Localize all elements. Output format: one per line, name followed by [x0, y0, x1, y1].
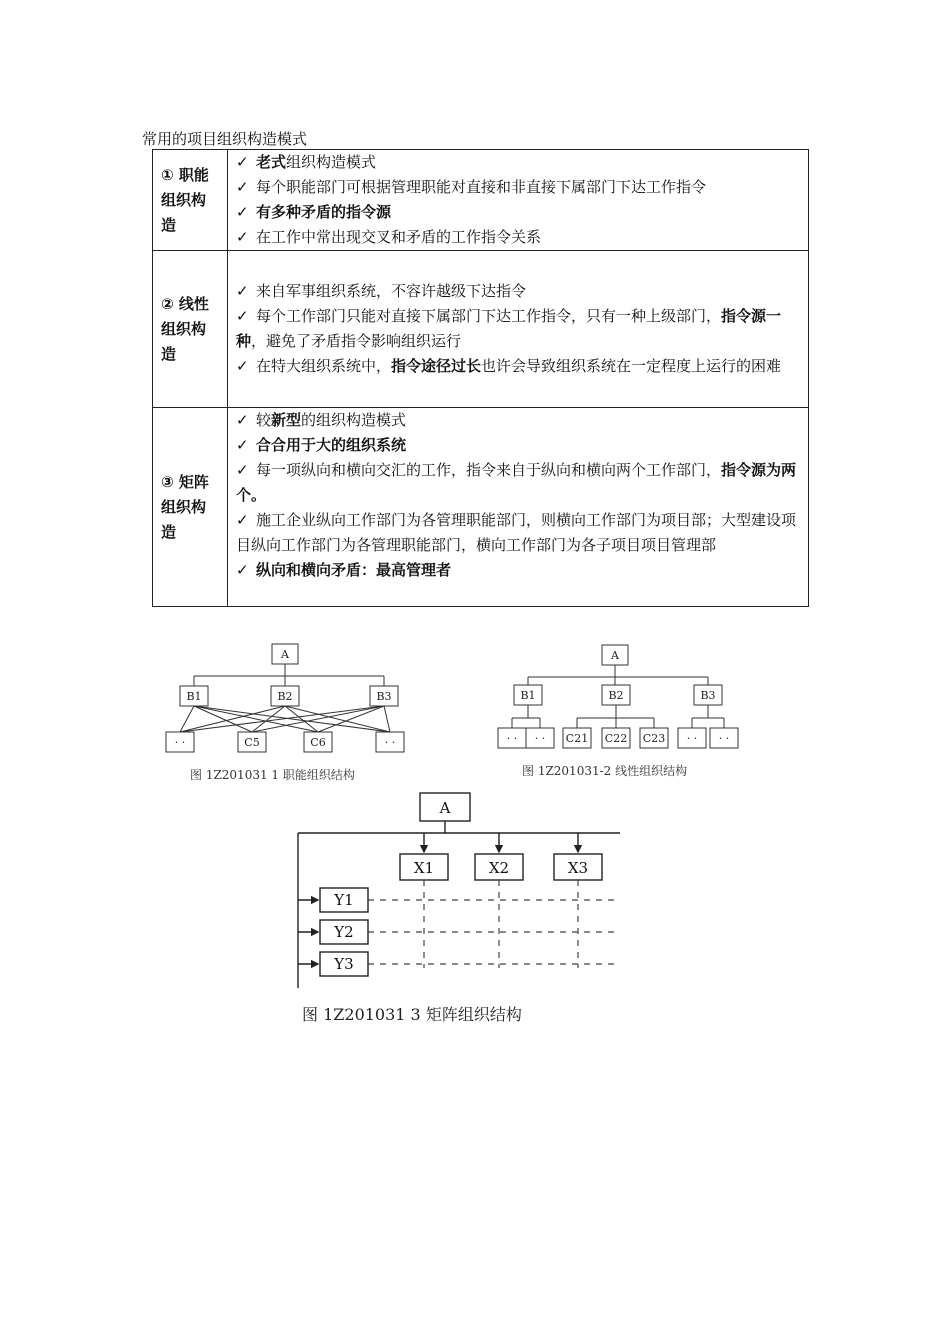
checkmark-icon: ✓	[236, 357, 249, 375]
node-c6: C6	[310, 736, 326, 749]
org-structure-table	[152, 149, 809, 607]
text-segment: 组织构造模式	[286, 153, 377, 171]
node-b1: B1	[520, 689, 536, 702]
bullet-line	[236, 304, 802, 354]
type-label-line: 造	[161, 522, 177, 541]
bullet-line	[236, 150, 802, 175]
node-c5: C5	[244, 736, 260, 749]
type-label-line: 组织构	[161, 497, 207, 516]
bold-text-segment: 指令源为两个。	[236, 461, 797, 504]
desc-cell-functional	[228, 150, 809, 251]
document-title: 常用的项目组织构造模式	[142, 130, 308, 148]
node-b1: B1	[186, 690, 202, 703]
functional-diagram-caption: 图 1Z201031 1 职能组织结构	[190, 768, 355, 782]
linear-diagram-caption: 图 1Z201031-2 线性组织结构	[522, 764, 688, 778]
checkmark-icon: ✓	[236, 282, 249, 300]
node-c3b: · ·	[718, 732, 730, 745]
bullet-line	[236, 558, 802, 583]
node-a: A	[611, 649, 619, 662]
checkmark-icon: ✓	[236, 153, 249, 171]
bullet-line	[236, 279, 802, 304]
type-cell-linear	[153, 251, 228, 408]
node-c-right: · ·	[384, 736, 396, 749]
table-row-functional	[153, 150, 809, 251]
checkmark-icon: ✓	[236, 461, 249, 479]
node-c-left: · ·	[174, 736, 186, 749]
text-segment: 每一项纵向和横向交汇的工作，指令来自于纵向和横向两个工作部门，	[256, 461, 722, 479]
node-a: A	[439, 799, 451, 817]
node-b2: B2	[277, 690, 293, 703]
functional-org-diagram	[160, 640, 420, 790]
text-segment: 在特大组织系统中，	[256, 357, 392, 375]
checkmark-icon: ✓	[236, 178, 249, 196]
text-segment: 也许会导致组织系统在一定程度上运行的困难	[481, 357, 782, 375]
type-label-line: 造	[161, 344, 177, 363]
node-x1: X1	[413, 859, 435, 877]
checkmark-icon: ✓	[236, 411, 249, 429]
bullet-line	[236, 354, 802, 379]
desc-cell-matrix	[228, 408, 809, 607]
node-b3: B3	[376, 690, 392, 703]
node-y3: Y3	[334, 955, 354, 973]
table-row-linear	[153, 251, 809, 408]
text-segment: 的组织构造模式	[301, 411, 407, 429]
node-x2: X2	[488, 859, 510, 877]
type-cell-matrix	[153, 408, 228, 607]
text-segment: 施工企业纵向工作部门为各管理职能部门，则横向工作部门为项目部；大型建设项目纵向工作部门为各管理职能部门，横向工作部门为各子项目项目管理部	[236, 511, 797, 554]
bold-text-segment: 合合用于大的组织系统	[256, 436, 407, 454]
matrix-org-diagram	[290, 788, 630, 1033]
text-segment: 来自军事组织系统，不容许越级下达指令	[256, 282, 527, 300]
linear-org-diagram	[490, 640, 760, 785]
node-y1: Y1	[334, 891, 354, 909]
node-b3: B3	[700, 689, 716, 702]
bullet-line	[236, 175, 802, 200]
checkmark-icon: ✓	[236, 228, 249, 246]
node-c22: C22	[604, 732, 628, 745]
type-cell-functional	[153, 150, 228, 251]
text-segment: 每个工作部门只能对直接下属部门下达工作指令，只有一种上级部门，	[256, 307, 722, 325]
type-label-line: ② 线性	[161, 294, 209, 313]
desc-cell-linear	[228, 251, 809, 408]
node-a: A	[281, 648, 289, 661]
node-b2: B2	[608, 689, 624, 702]
type-label-line: ③ 矩阵	[161, 472, 209, 491]
text-segment: 在工作中常出现交叉和矛盾的工作指令关系	[256, 228, 542, 246]
text-segment: ，避免了矛盾指令影响组织运行	[251, 332, 462, 350]
bullet-line	[236, 225, 802, 250]
bold-text-segment: 有多种矛盾的指令源	[256, 203, 392, 221]
matrix-diagram-caption: 图 1Z201031 3 矩阵组织结构	[302, 1005, 522, 1024]
type-label-line: ① 职能	[161, 165, 209, 184]
node-c3a: · ·	[686, 732, 698, 745]
bullet-line	[236, 408, 802, 433]
table-row-matrix	[153, 408, 809, 607]
text-segment: 每个职能部门可根据管理职能对直接和非直接下属部门下达工作指令	[256, 178, 707, 196]
checkmark-icon: ✓	[236, 561, 249, 579]
node-c1a: · ·	[506, 732, 518, 745]
node-x3: X3	[567, 859, 589, 877]
checkmark-icon: ✓	[236, 511, 249, 529]
type-label-line: 组织构	[161, 190, 207, 209]
type-label-line: 组织构	[161, 319, 207, 338]
node-y2: Y2	[334, 923, 354, 941]
bullet-line	[236, 433, 802, 458]
type-label-line: 造	[161, 215, 177, 234]
checkmark-icon: ✓	[236, 203, 249, 221]
bold-text-segment: 新型	[271, 411, 302, 429]
bold-text-segment: 指令途径过长	[391, 357, 482, 375]
checkmark-icon: ✓	[236, 436, 249, 454]
bullet-line	[236, 508, 802, 558]
bullet-line	[236, 458, 802, 508]
bold-text-segment: 纵向和横向矛盾：最高管理者	[256, 561, 452, 579]
checkmark-icon: ✓	[236, 307, 249, 325]
bold-text-segment: 老式	[256, 153, 287, 171]
node-c1b: · ·	[534, 732, 546, 745]
text-segment: 较	[256, 411, 272, 429]
bold-text-segment: 指令源一种	[236, 307, 782, 350]
bullet-line	[236, 200, 802, 225]
node-c23: C23	[642, 732, 666, 745]
node-c21: C21	[565, 732, 589, 745]
